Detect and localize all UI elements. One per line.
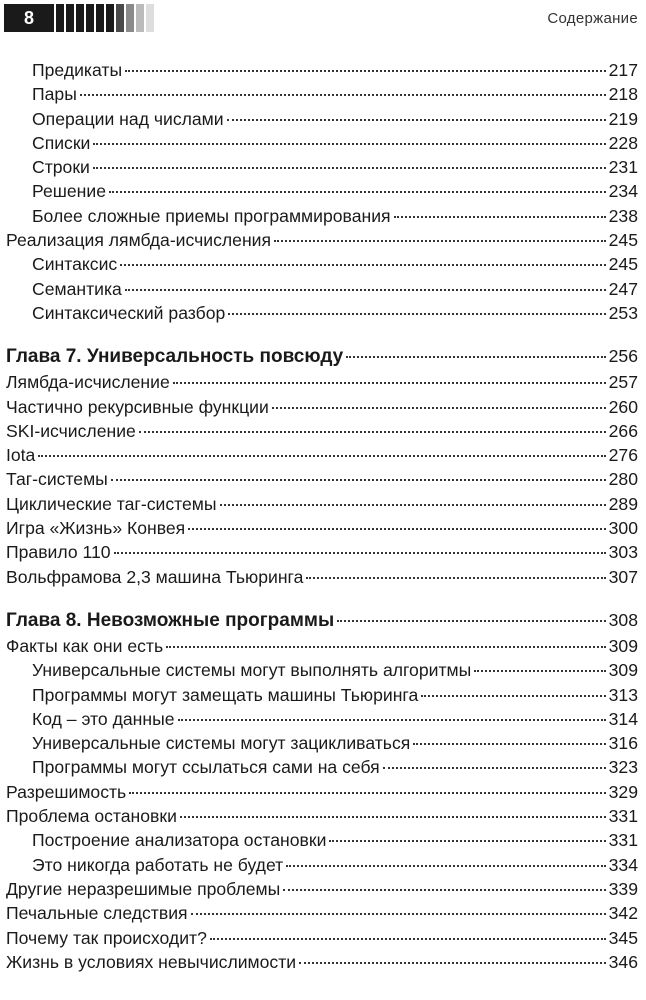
toc-entry-page: 313 [608,684,638,705]
leader-dots [329,840,605,842]
leader-dots [383,767,606,769]
leader-dots [306,577,605,579]
toc-entry[interactable] [6,658,638,682]
toc-entry-page: 323 [608,757,638,778]
leader-dots [228,313,605,315]
toc-entry[interactable] [6,926,638,950]
toc-entry[interactable] [6,780,638,804]
toc-entry-title: Операции над числами [32,108,224,129]
leader-dots [180,816,606,818]
toc-entry-title: Таг-системы [6,469,108,490]
leader-dots [80,94,606,96]
chapter-page: 308 [608,609,638,630]
leader-dots [191,913,606,915]
page-number: 8 [4,4,54,32]
toc-entry-title: Жизнь в условиях невычислимости [6,951,297,972]
toc-entry-title: Более сложные приемы программирования [32,205,391,226]
toc-entry-title: Лямбда-исчисление [6,372,170,393]
toc-entry-title: Факты как они есть [6,635,164,656]
toc-entry-page: 219 [608,108,638,129]
toc-entry-page: 342 [608,903,638,924]
toc-entry-title: Универсальные системы могут зацикливаться [32,733,411,754]
toc-entry-title: Строки [32,157,90,178]
toc-entry-page: 245 [608,254,638,275]
toc-entry-page: 345 [608,927,638,948]
toc-entry[interactable] [6,540,638,564]
leader-dots [120,264,605,266]
toc-entry-page: 238 [608,205,638,226]
toc-entry-title: Частично рекурсивные функции [6,396,269,417]
leader-dots [139,431,606,433]
toc-entry[interactable] [6,301,638,325]
toc-entry-page: 217 [608,60,638,80]
leader-dots [188,528,605,530]
toc-entry-page: 276 [608,445,638,466]
toc-entry-page: 289 [608,493,638,514]
toc-chapter-7[interactable] [6,343,638,370]
leader-dots [93,167,606,169]
toc-entry-page: 316 [608,733,638,754]
toc-entry[interactable] [6,155,638,179]
toc-entry[interactable] [6,82,638,106]
toc-entry[interactable] [6,443,638,467]
toc-entry-page: 346 [608,951,638,972]
toc-entry-page: 309 [608,660,638,681]
section-gap [6,589,638,607]
toc-chapter-8[interactable] [6,607,638,634]
toc-entry[interactable] [6,179,638,203]
toc-entry-title: Программы могут ссылаться сами на себя [32,757,380,778]
leader-dots [178,719,606,721]
leader-dots [421,695,605,697]
leader-dots [125,70,606,72]
toc-entry-page: 218 [608,84,638,105]
leader-dots [129,792,605,794]
leader-dots [286,865,605,867]
toc-entry[interactable] [6,492,638,516]
toc-entry-title: Печальные следствия [6,903,188,924]
toc-entry[interactable] [6,228,638,252]
toc-entry-title: Пары [32,84,77,105]
leader-dots [272,407,606,409]
toc-entry-page: 231 [608,157,638,178]
leader-dots [38,455,605,457]
leader-dots [111,479,606,481]
toc-entry-page: 280 [608,469,638,490]
leader-dots [413,743,605,745]
section-gap [6,325,638,343]
header-bars [56,4,154,32]
toc-entry-title: Синтаксис [32,254,118,275]
toc-entry-title: Другие неразрешимые проблемы [6,878,281,899]
toc-entry-title: Реализация лямбда-исчисления [6,230,272,251]
toc-entry-page: 253 [608,302,638,323]
toc-entry-page: 303 [608,542,638,563]
toc-entry-title: Вольфрамова 2,3 машина Тьюринга [6,566,304,587]
toc-entry-page: 329 [608,781,638,802]
toc-entry-page: 260 [608,396,638,417]
toc-entry-title: Циклические таг-системы [6,493,217,514]
toc-entry-page: 234 [608,181,638,202]
table-of-contents [6,58,638,974]
toc-entry[interactable] [6,395,638,419]
toc-entry-title: Синтаксический разбор [32,302,226,323]
toc-entry-page: 300 [608,518,638,539]
toc-entry-page: 334 [608,854,638,875]
leader-dots [227,119,606,121]
toc-entry[interactable] [6,467,638,491]
toc-entry[interactable] [6,853,638,877]
leader-dots [283,889,605,891]
toc-entry[interactable] [6,634,638,658]
leader-dots [93,143,605,145]
toc-entry-title: Семантика [32,278,122,299]
toc-entry-title: Почему так происходит? [6,927,207,948]
toc-entry[interactable] [6,950,638,974]
toc-entry[interactable] [6,419,638,443]
toc-entry-page: 309 [608,635,638,656]
leader-dots [173,382,606,384]
toc-entry-page: 331 [608,830,638,851]
leader-dots [125,289,606,291]
leader-dots [210,938,606,940]
toc-entry[interactable] [6,565,638,589]
leader-dots [109,191,606,193]
toc-entry-page: 257 [608,372,638,393]
toc-entry[interactable] [6,370,638,394]
toc-entry[interactable] [6,901,638,925]
toc-entry[interactable] [6,828,638,852]
toc-entry[interactable] [6,58,638,82]
toc-entry-page: 245 [608,230,638,251]
toc-entry-title: Списки [32,132,91,153]
toc-entry-title: SKI-исчисление [6,420,136,441]
chapter-page: 256 [608,346,638,367]
toc-entry[interactable] [6,731,638,755]
leader-dots [337,620,605,622]
toc-entry-title: Универсальные системы могут выполнять алгоритмы [32,660,472,681]
page-header [0,0,646,36]
toc-entry-page: 228 [608,132,638,153]
toc-entry[interactable] [6,516,638,540]
toc-entry[interactable] [6,804,638,828]
leader-dots [114,552,606,554]
toc-entry[interactable] [6,277,638,301]
toc-entry-page: 247 [608,278,638,299]
toc-entry-title: Игра «Жизнь» Конвея [6,518,186,539]
toc-entry[interactable] [6,204,638,228]
toc-entry-page: 331 [608,806,638,827]
toc-entry[interactable] [6,877,638,901]
toc-entry[interactable] [6,755,638,779]
leader-dots [474,670,605,672]
section-title: Содержание [547,10,638,27]
chapter-title: Глава 7. Универсальность повсюду [6,346,344,368]
toc-entry-title: Разрешимость [6,781,127,802]
toc-entry-title: Это никогда работать не будет [32,854,284,875]
toc-entry-page: 314 [608,708,638,729]
toc-entry-title: Построение анализатора остановки [32,830,327,851]
toc-entry-title: Решение [32,181,106,202]
toc-entry[interactable] [6,683,638,707]
toc-entry-title: Программы могут замещать машины Тьюринга [32,684,419,705]
toc-entry[interactable] [6,707,638,731]
toc-entry-title: Проблема остановки [6,806,177,827]
chapter-title: Глава 8. Невозможные программы [6,609,335,631]
leader-dots [394,216,606,218]
leader-dots [346,356,605,358]
leader-dots [299,962,606,964]
toc-entry-page: 307 [608,566,638,587]
toc-entry-page: 266 [608,420,638,441]
toc-entry-title: Предикаты [32,60,123,80]
leader-dots [166,646,606,648]
toc-entry-title: Правило 110 [6,542,111,563]
toc-entry[interactable] [6,107,638,131]
toc-entry[interactable] [6,131,638,155]
toc-entry-title: Код – это данные [32,708,175,729]
toc-entry-page: 339 [608,878,638,899]
leader-dots [274,240,606,242]
toc-entry-title: Iota [6,445,36,466]
toc-entry[interactable] [6,252,638,276]
leader-dots [220,504,606,506]
